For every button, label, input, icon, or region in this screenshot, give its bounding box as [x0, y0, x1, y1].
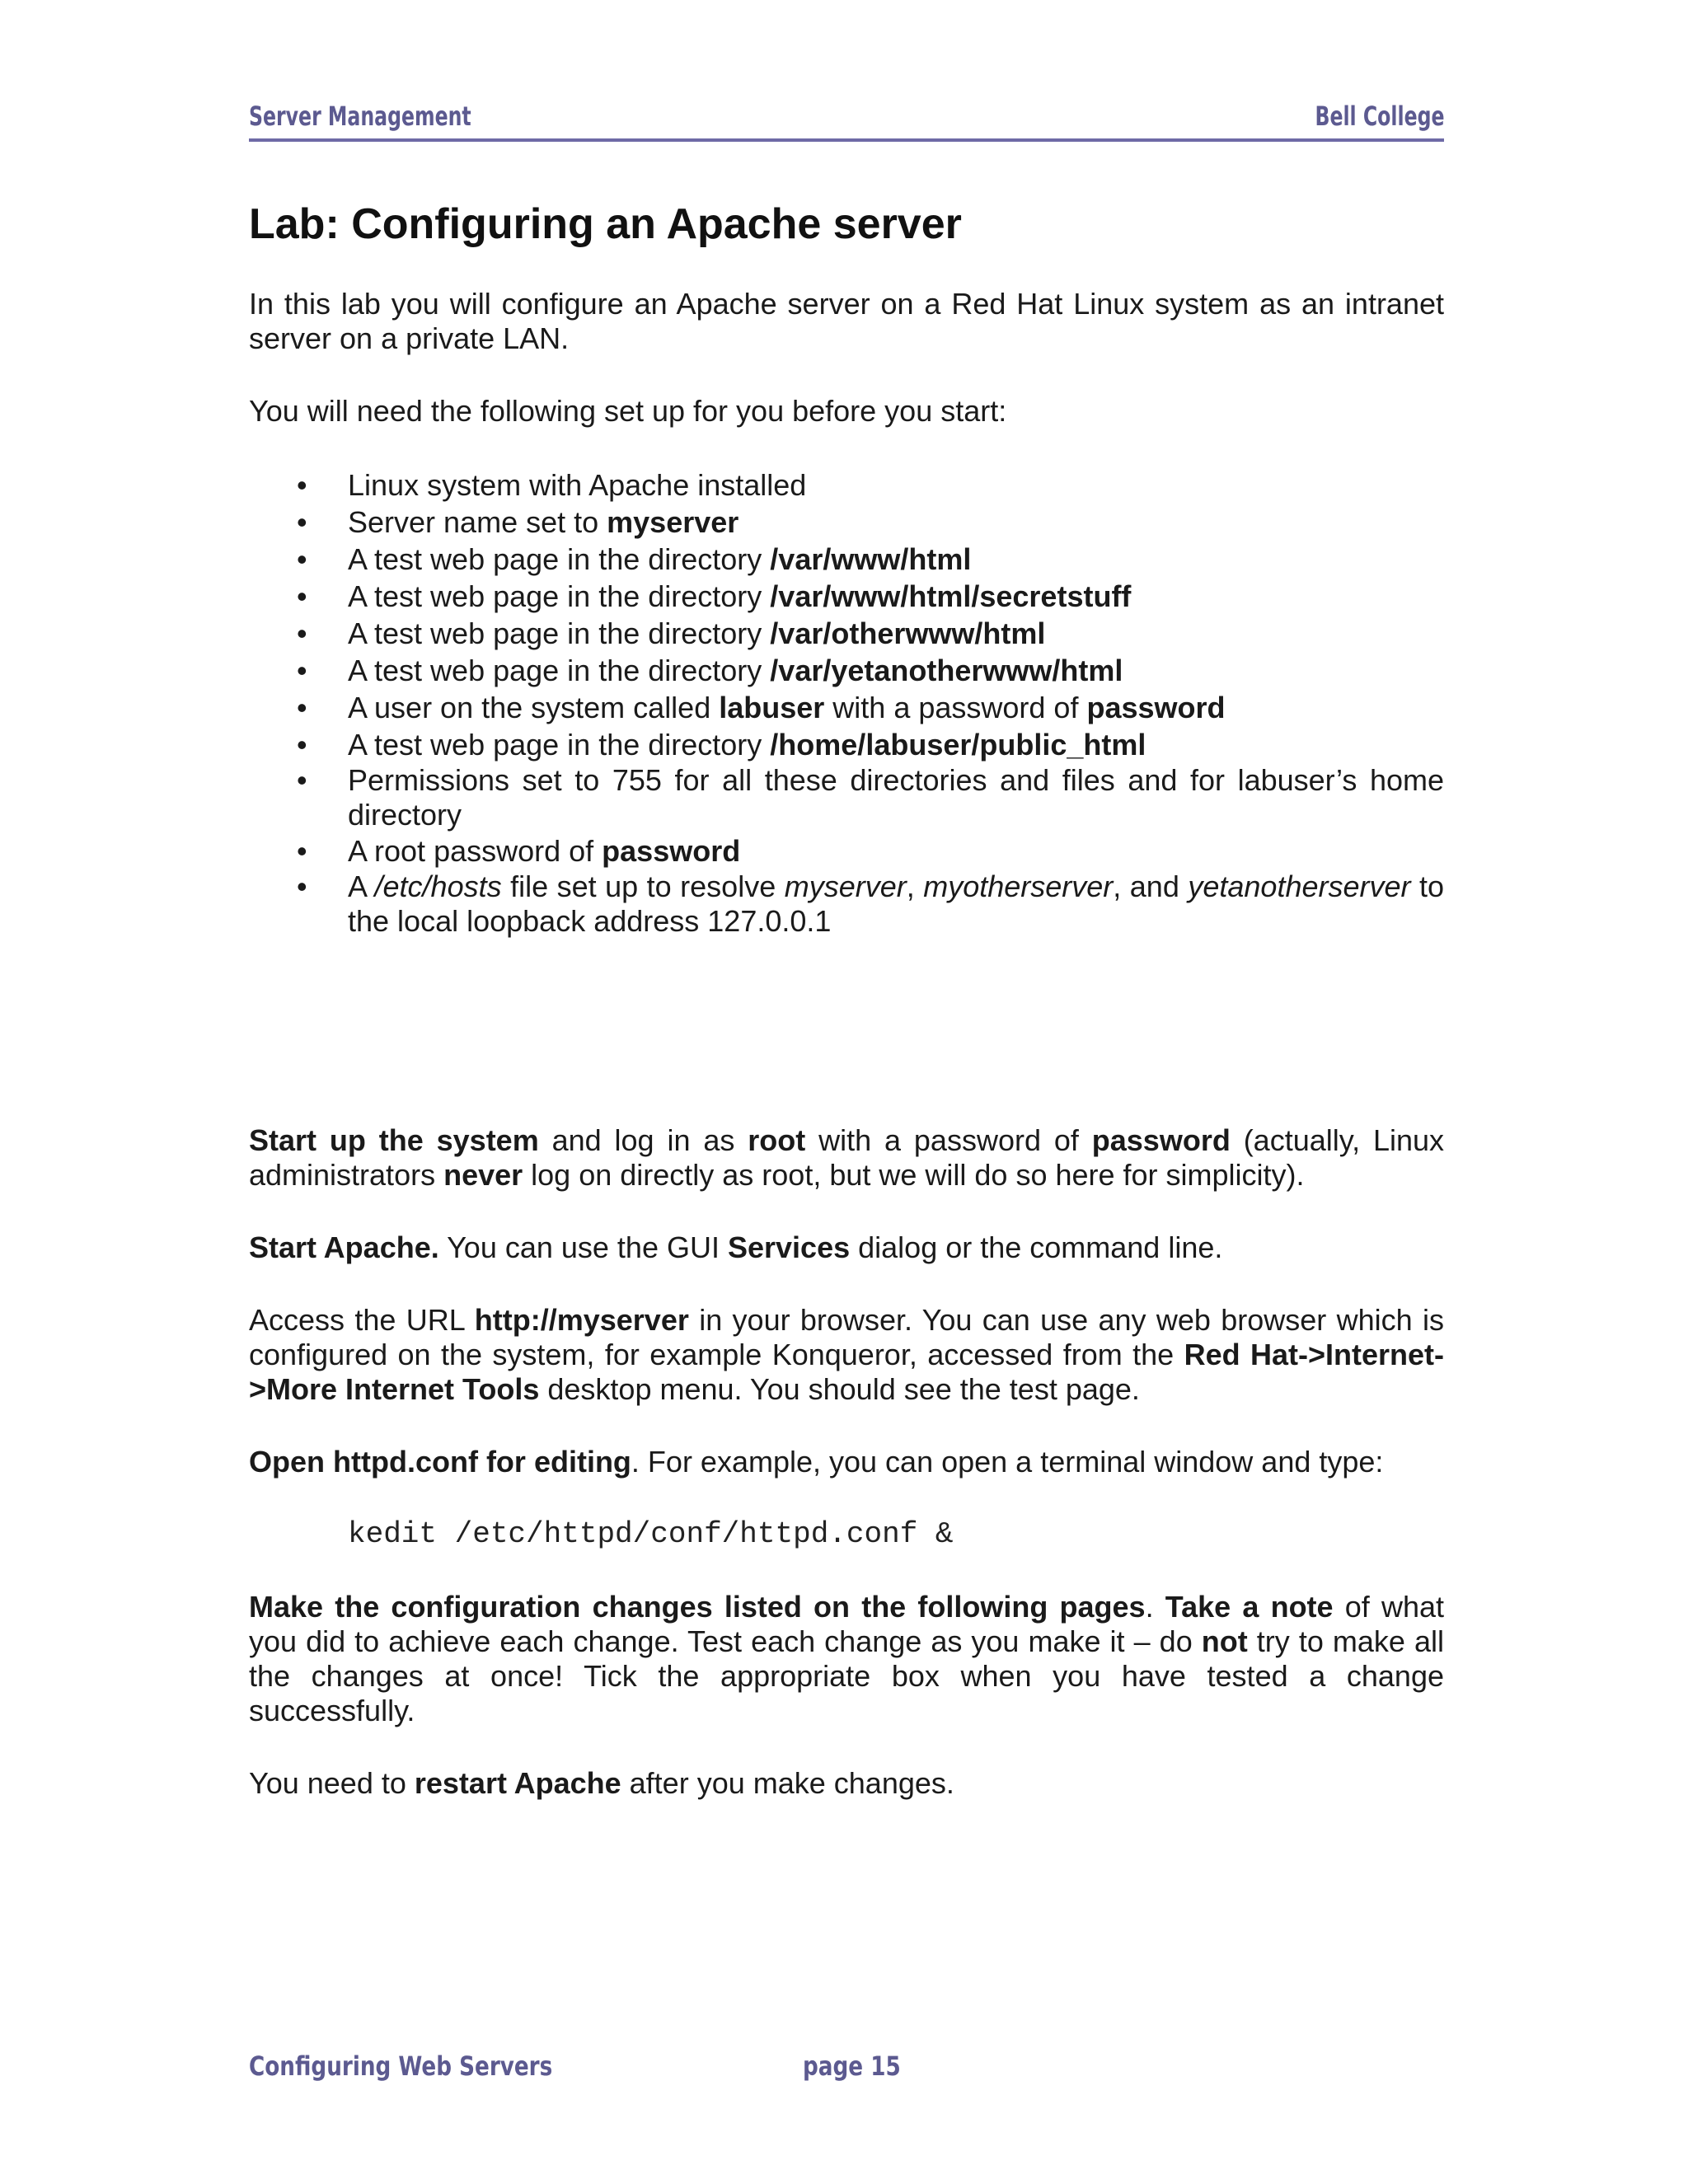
step-heading: Start Apache.	[249, 1230, 439, 1264]
bullet-icon: •	[297, 616, 307, 650]
list-item-text: A test web page in the directory	[348, 579, 771, 613]
list-item	[249, 578, 1444, 615]
list-item	[249, 763, 1444, 832]
step-heading: Start up the system	[249, 1123, 539, 1157]
password-value: password	[602, 834, 741, 868]
page-number: page 15	[803, 2050, 901, 2082]
bullet-icon: •	[297, 505, 307, 539]
list-item-text: ,	[906, 869, 924, 903]
intro-paragraph: In this lab you will configure an Apache server on a Red Hat Linux system as an intranet server on a private LAN.	[249, 287, 1444, 355]
prerequisites-lead: You will need the following set up for you before you start:	[249, 394, 1007, 428]
step-text: after you make changes.	[621, 1766, 954, 1800]
bullet-icon: •	[297, 579, 307, 613]
list-item-text: A test web page in the directory	[348, 616, 771, 650]
host-name: myotherserver	[923, 869, 1114, 903]
step-make-changes	[249, 1590, 1444, 1728]
list-item-text: A test web page in the directory	[348, 654, 771, 687]
directory-path: /home/labuser/public_html	[770, 728, 1146, 762]
emphasis: password	[1091, 1123, 1231, 1157]
bullet-icon: •	[297, 834, 307, 868]
emphasis: Take a note	[1165, 1590, 1334, 1624]
step-access-url	[249, 1303, 1444, 1407]
command-example: kedit /etc/httpd/conf/httpd.conf &	[348, 1517, 954, 1551]
step-text: .	[1145, 1590, 1165, 1624]
step-text: desktop menu. You should see the test page.	[539, 1372, 1140, 1406]
list-item	[249, 615, 1444, 652]
step-text: try to make all the changes at once! Tick the appropriate box when you have tested a change successfully.	[249, 1624, 1444, 1727]
list-item-text: Server name set to	[348, 505, 607, 539]
host-name: myserver	[784, 869, 907, 903]
step-text: in your browser. You can use any web browser which is configured on the system, for example Konqueror, accessed from the	[249, 1303, 1444, 1371]
header-rule	[249, 138, 1444, 142]
directory-path: /var/www/html/secretstuff	[770, 579, 1132, 613]
step-text: . For example, you can open a terminal window and type:	[631, 1445, 1384, 1479]
running-footer-left: Configuring Web Servers	[249, 2050, 553, 2082]
list-item	[249, 726, 1444, 763]
step-text: with a password of	[805, 1123, 1092, 1157]
list-item-text: , and	[1113, 869, 1189, 903]
directory-path: /var/otherwww/html	[770, 616, 1046, 650]
step-restart-apache	[249, 1766, 1444, 1801]
page-title: Lab: Configuring an Apache server	[249, 200, 962, 248]
step-open-config	[249, 1445, 1444, 1479]
emphasis: root	[748, 1123, 806, 1157]
list-item-text: Linux system with Apache installed	[348, 468, 807, 502]
username: labuser	[719, 691, 825, 724]
list-item-text: A	[348, 869, 375, 903]
emphasis: not	[1201, 1624, 1248, 1658]
step-start-system	[249, 1123, 1444, 1193]
step-start-apache	[249, 1230, 1444, 1265]
list-item	[249, 832, 1444, 869]
directory-path: /var/www/html	[770, 542, 972, 576]
server-name: myserver	[607, 505, 739, 539]
step-text: You need to	[249, 1766, 415, 1800]
list-item-text: to the local loopback address 127.0.0.1	[348, 869, 1445, 938]
bullet-icon: •	[297, 763, 307, 797]
step-text: dialog or the command line.	[850, 1230, 1223, 1264]
list-item-text: with a password of	[824, 691, 1087, 724]
step-text: and log in as	[538, 1123, 748, 1157]
directory-path: /var/yetanotherwww/html	[770, 654, 1123, 687]
step-text: You can use the GUI	[438, 1230, 728, 1264]
host-name: yetanotherserver	[1188, 869, 1411, 903]
bullet-icon: •	[297, 691, 307, 724]
step-heading: Open httpd.conf for editing	[249, 1445, 631, 1479]
bullet-icon: •	[297, 728, 307, 762]
menu-path: Red Hat->Internet->More Internet Tools	[249, 1338, 1445, 1406]
list-item-text: file set up to resolve	[501, 869, 785, 903]
running-header-left: Server Management	[249, 101, 471, 132]
list-item-text: A test web page in the directory	[348, 542, 771, 576]
file-path: /etc/hosts	[374, 869, 502, 903]
step-text: of what you did to achieve each change. Test each change as you make it – do	[249, 1590, 1445, 1658]
bullet-icon: •	[297, 654, 307, 687]
step-text: Access the URL	[249, 1303, 475, 1337]
step-text: log on directly as root, but we will do so here for simplicity).	[523, 1158, 1305, 1192]
bullet-icon: •	[297, 468, 307, 502]
step-heading: Make the configuration changes listed on the following pages	[249, 1590, 1146, 1624]
url-text: http://myserver	[474, 1303, 689, 1337]
bullet-icon: •	[297, 542, 307, 576]
list-item-text: A user on the system called	[348, 691, 720, 724]
list-item	[249, 541, 1444, 578]
emphasis: restart Apache	[414, 1766, 621, 1800]
list-item-text: A root password of	[348, 834, 603, 868]
bullet-icon: •	[297, 869, 307, 903]
list-item	[249, 689, 1444, 726]
password-value: password	[1086, 691, 1226, 724]
list-item	[249, 652, 1444, 689]
list-item	[249, 466, 1444, 504]
list-item-text: A test web page in the directory	[348, 728, 771, 762]
prerequisites-list	[249, 466, 1444, 939]
emphasis: Services	[727, 1230, 851, 1264]
page-content	[249, 194, 1444, 1801]
list-item-text: Permissions set to 755 for all these directories and files and for labuser’s home directory	[348, 763, 1444, 832]
list-item	[249, 869, 1444, 939]
list-item	[249, 504, 1444, 541]
running-header-right: Bell College	[1314, 101, 1444, 132]
step-text: (actually, Linux administrators	[249, 1123, 1445, 1192]
emphasis: never	[443, 1158, 523, 1192]
